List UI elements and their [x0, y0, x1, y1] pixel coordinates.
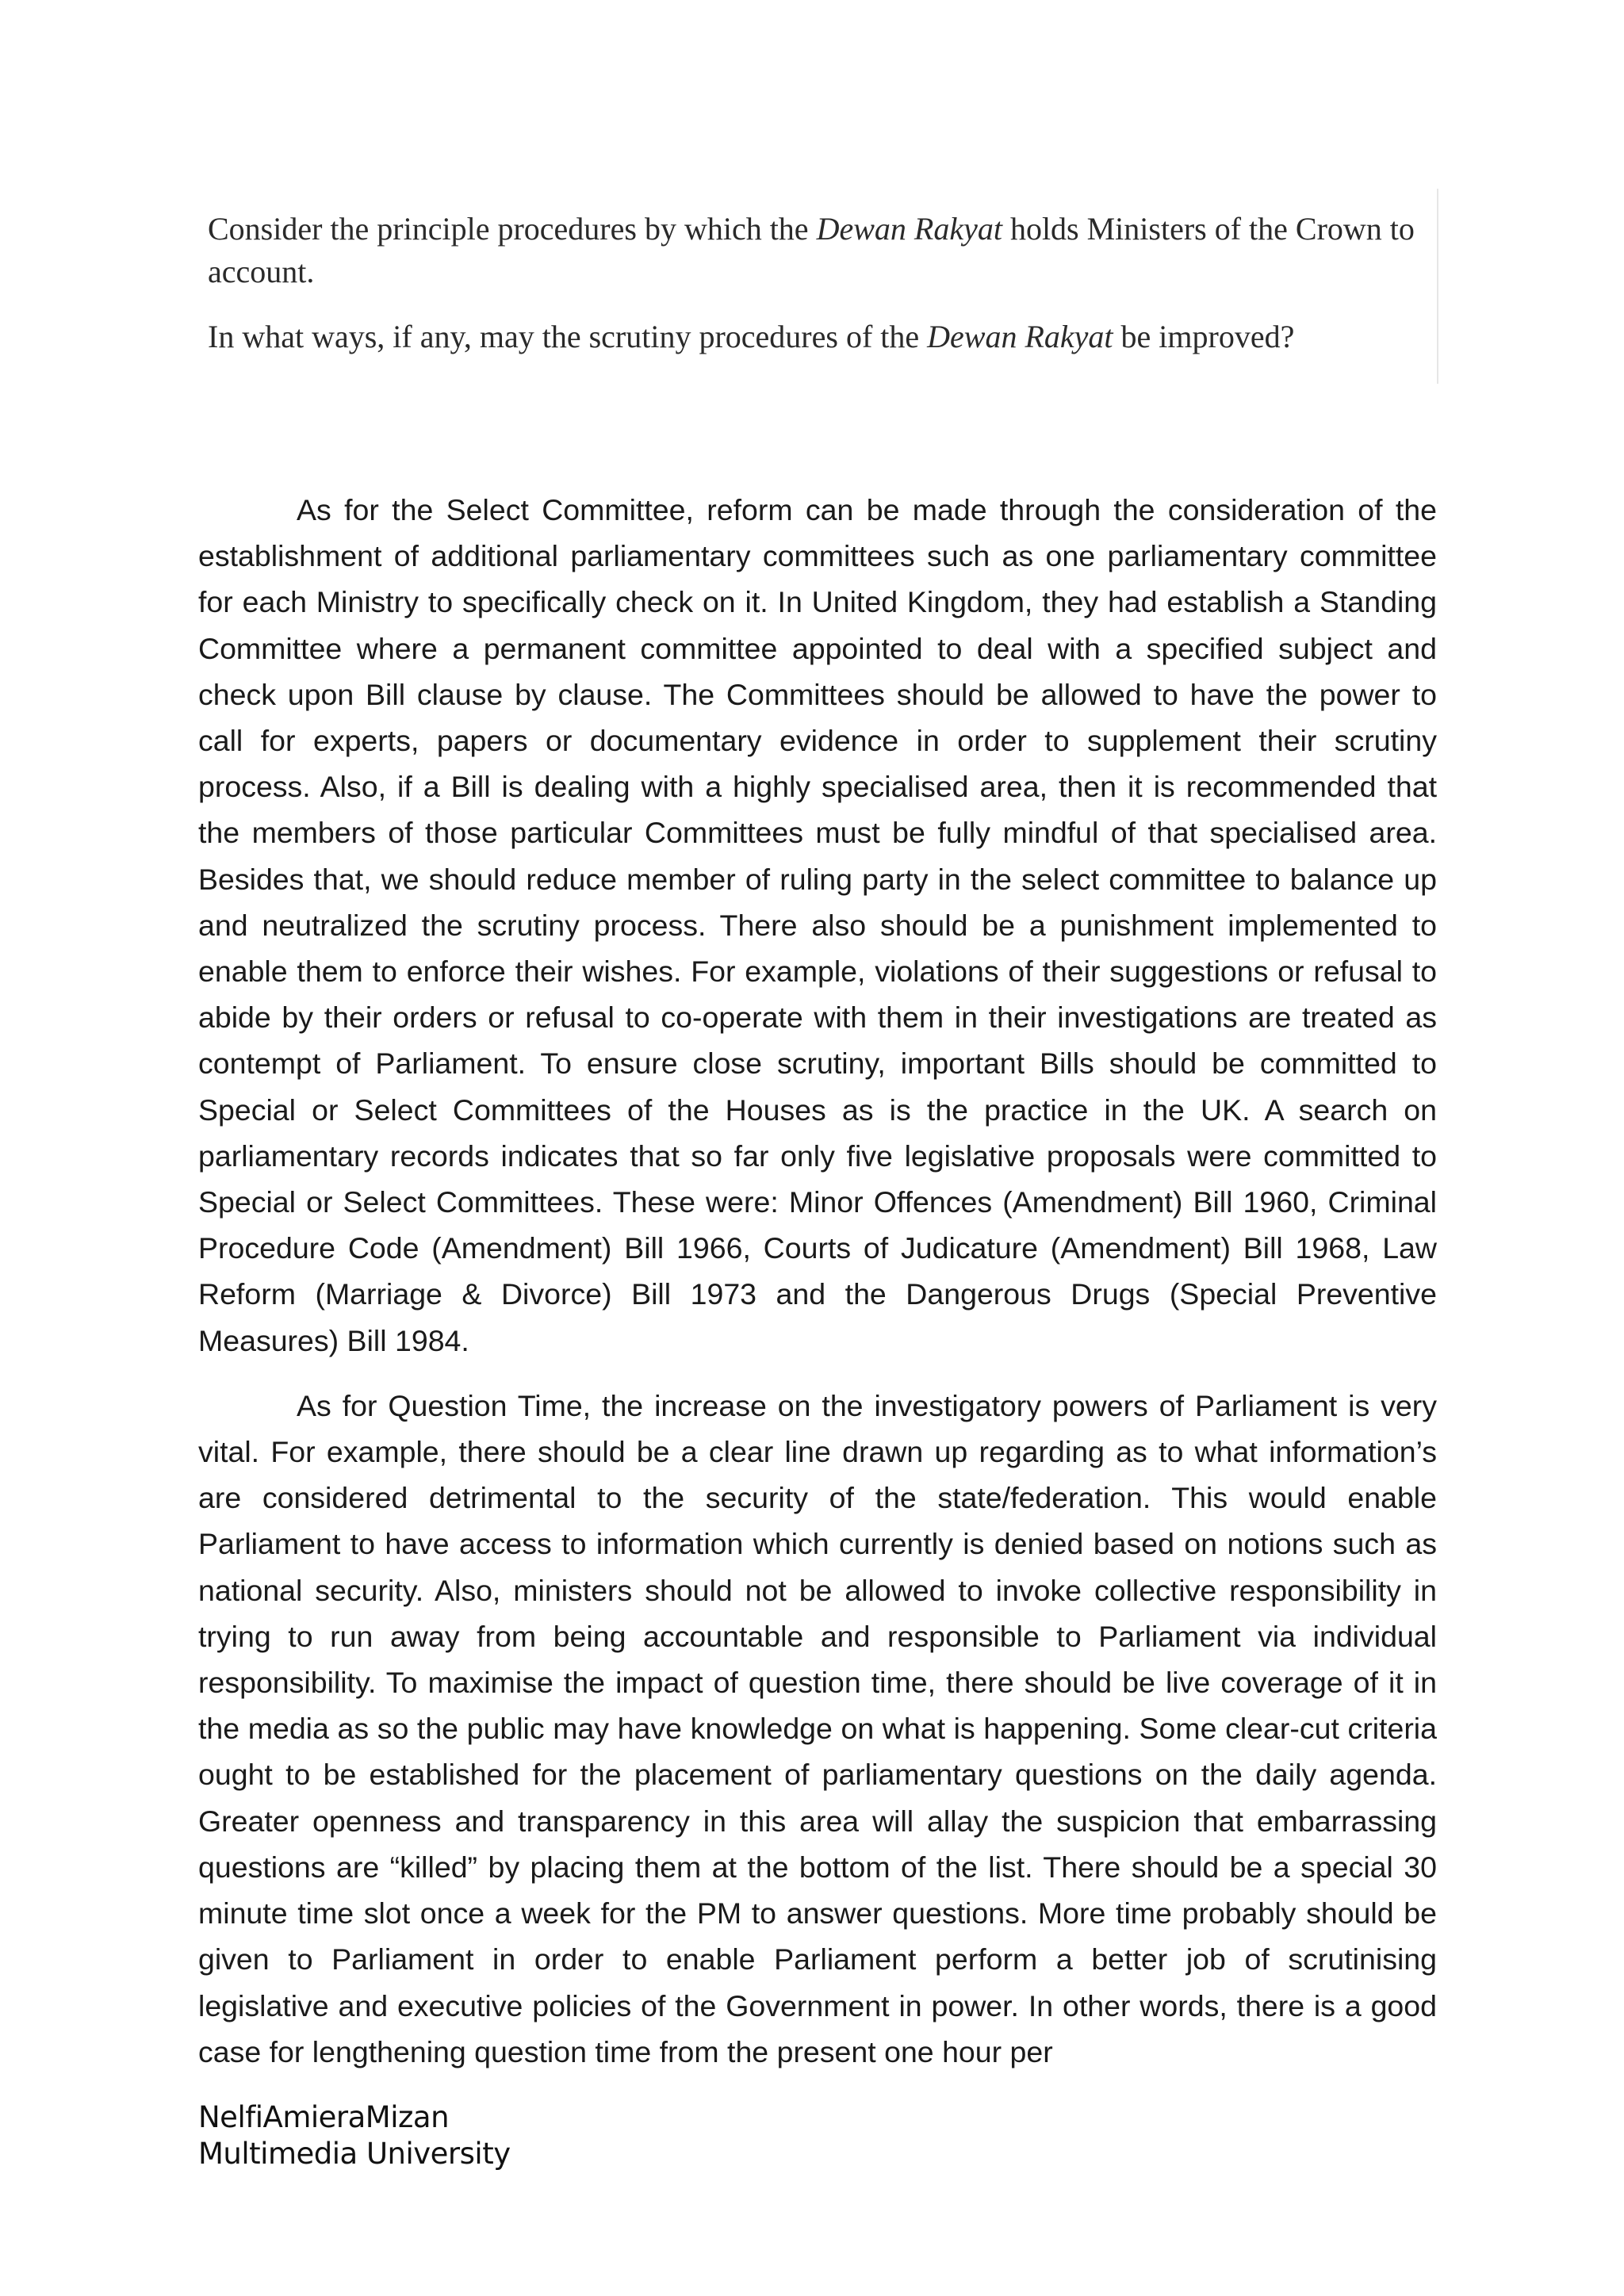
- footer-institution: Multimedia University: [198, 2137, 511, 2171]
- question-image: [193, 189, 1438, 384]
- question-1-prefix: Consider the principle procedures by which the: [208, 211, 817, 247]
- question-1-italic: Dewan Rakyat: [816, 211, 1002, 247]
- question-2-suffix: be improved?: [1113, 319, 1295, 354]
- question-line-2: [208, 316, 1429, 358]
- paragraph-select-committee: As for the Select Committee, reform can be made through the consideration of the establishment of additional parliamentary committees such as one parliamentary committee for each Ministry to specifically check on it. In United Kingdom, they had establish a Standing Committee where a permanent committee appointed to deal with a specified subject and check upon Bill clause by clause. The Committees should be allowed to have the power to call for experts, papers or documentary evidence in order to supplement their scrutiny process. Also, if a Bill is dealing with a highly specialised area, then it is recommended that the members of those particular Committees must be fully mindful of that specialised area. Besides that, we should reduce member of ruling party in the select committee to balance up and neutralized the scrutiny process. There also should be a punishment implemented to enable them to enforce their wishes. For example, violations of their suggestions or refusal to abide by their orders or refusal to co-operate with them in their investigations are treated as contempt of Parliament. To ensure close scrutiny, important Bills should be committed to Special or Select Committees of the Houses as is the practice in the UK. A search on parliamentary records indicates that so far only five legislative proposals were committed to Special or Select Committees. These were: Minor Offences (Amendment) Bill 1960, Criminal Procedure Code (Amendment) Bill 1966, Courts of Judicature (Amendment) Bill 1968, Law Reform (Marriage & Divorce) Bill 1973 and the Dangerous Drugs (Special Preventive Measures) Bill 1984.: [198, 493, 1437, 1357]
- question-line-1: [208, 208, 1429, 293]
- essay-body: [198, 487, 1437, 2094]
- question-1-suffix: holds Ministers of the Crown to account.: [208, 211, 1415, 289]
- footer-signature: [198, 2099, 833, 2172]
- paragraph-question-time: As for Question Time, the increase on the investigatory powers of Parliament is very vital. For example, there should be a clear line drawn up regarding as to what information’s are considered detrimental to the security of the state/federation. This would enable Parliament to have access to information which currently is denied based on notions such as national security. Also, ministers should not be allowed to invoke collective responsibility in trying to run away from being accountable and responsible to Parliament via individual responsibility. To maximise the impact of question time, there should be live coverage of it in the media as so the public may have knowledge on what is happening. Some clear-cut criteria ought to be established for the placement of parliamentary questions on the daily agenda. Greater openness and transparency in this area will allay the suspicion that embarrassing questions are “killed” by placing them at the bottom of the list. There should be a special 30 minute time slot once a week for the PM to answer questions. More time probably should be given to Parliament in order to enable Parliament perform a better job of scrutinising legislative and executive policies of the Government in power. In other words, there is a good case for lengthening question time from the present one hour per: [198, 1388, 1437, 2068]
- question-2-italic: Dewan Rakyat: [927, 319, 1113, 354]
- question-2-prefix: In what ways, if any, may the scrutiny procedures of the: [208, 319, 928, 354]
- footer-author: NelfiAmieraMizan: [198, 2100, 450, 2134]
